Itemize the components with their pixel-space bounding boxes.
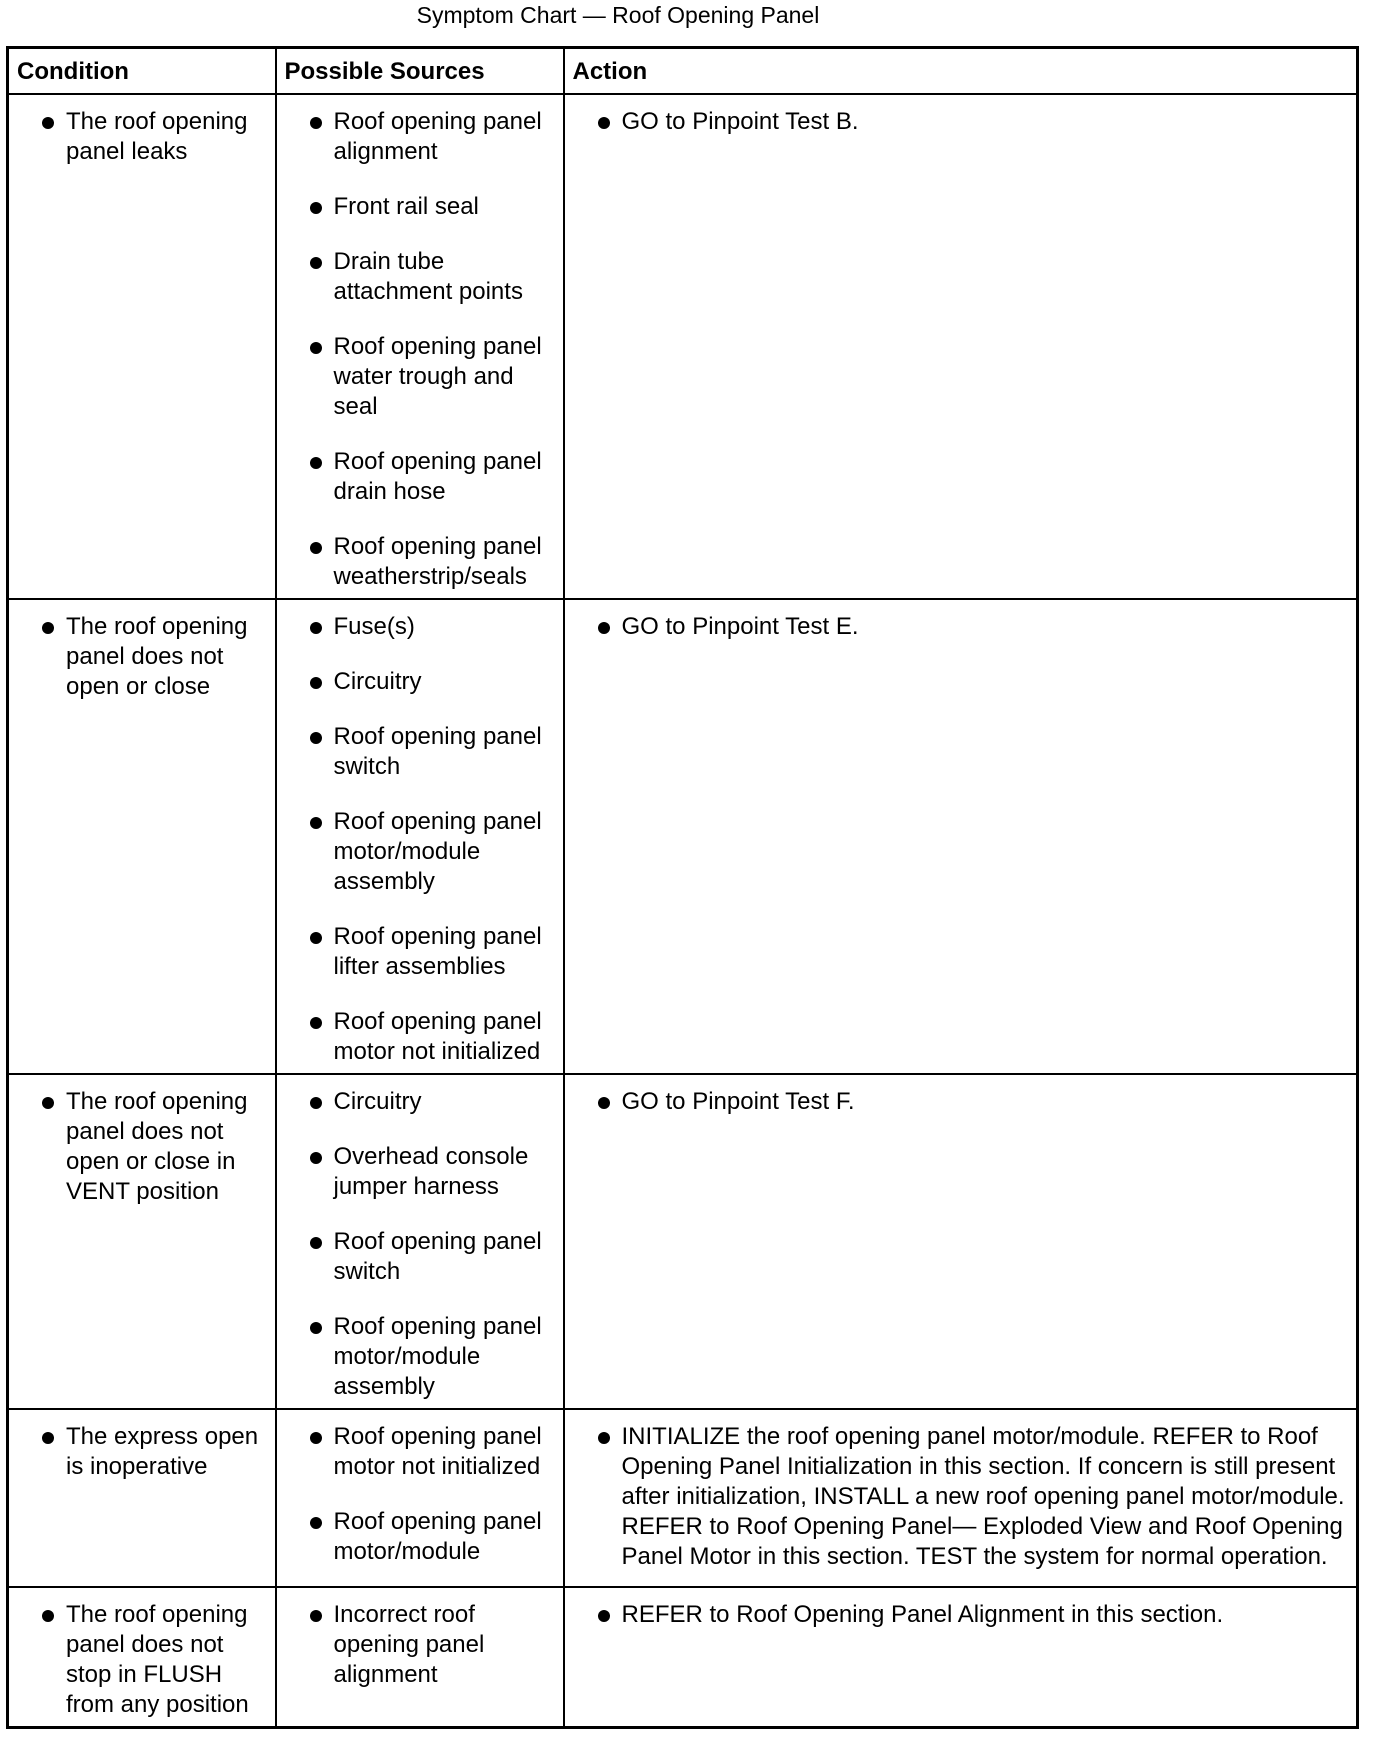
- bullet-list: [17, 1600, 267, 1720]
- sources-cell: [276, 1074, 564, 1409]
- header-row: [8, 48, 1358, 95]
- sources-cell: [276, 94, 564, 599]
- bullet-list: [573, 1600, 1349, 1630]
- source-item: Roof opening panel drain hose: [285, 447, 555, 507]
- source-item: Circuitry: [285, 667, 555, 697]
- source-item: Roof opening panel switch: [285, 1227, 555, 1287]
- action-cell: [564, 599, 1358, 1074]
- sources-cell: [276, 1409, 564, 1587]
- table-row: [8, 94, 1358, 599]
- condition-cell: [8, 94, 276, 599]
- sources-cell: [276, 599, 564, 1074]
- condition-item: The roof opening panel does not open or close: [17, 612, 267, 702]
- condition-item: The roof opening panel does not stop in FLUSH from any position: [17, 1600, 267, 1720]
- bullet-list: [17, 1422, 267, 1482]
- action-cell: [564, 1074, 1358, 1409]
- source-item: Roof opening panel motor/module assembly: [285, 1312, 555, 1402]
- bullet-list: [285, 1600, 555, 1690]
- source-item: Roof opening panel alignment: [285, 107, 555, 167]
- condition-cell: [8, 1074, 276, 1409]
- page-title: Symptom Chart — Roof Opening Panel: [416, 2, 820, 28]
- source-item: Roof opening panel motor not initialized: [285, 1007, 555, 1067]
- source-item: Front rail seal: [285, 192, 555, 222]
- source-item: Roof opening panel motor not initialized: [285, 1422, 555, 1482]
- action-cell: [564, 1409, 1358, 1587]
- condition-cell: [8, 1409, 276, 1587]
- bullet-list: [17, 612, 267, 702]
- source-item: Roof opening panel switch: [285, 722, 555, 782]
- bullet-list: [573, 107, 1349, 137]
- source-item: Roof opening panel motor/module: [285, 1507, 555, 1567]
- bullet-list: [285, 1087, 555, 1402]
- condition-cell: [8, 599, 276, 1074]
- bullet-list: [573, 1422, 1349, 1572]
- action-item: GO to Pinpoint Test F.: [573, 1087, 1349, 1117]
- action-item: REFER to Roof Opening Panel Alignment in this section.: [573, 1600, 1349, 1630]
- condition-item: The roof opening panel leaks: [17, 107, 267, 167]
- source-item: Roof opening panel weatherstrip/seals: [285, 532, 555, 592]
- bullet-list: [573, 612, 1349, 642]
- source-item: Incorrect roof opening panel alignment: [285, 1600, 555, 1690]
- bullet-list: [17, 107, 267, 167]
- sources-cell: [276, 1587, 564, 1728]
- action-item: GO to Pinpoint Test B.: [573, 107, 1349, 137]
- symptom-table: [6, 46, 1359, 1729]
- source-item: Drain tube attachment points: [285, 247, 555, 307]
- source-item: Roof opening panel motor/module assembly: [285, 807, 555, 897]
- condition-item: The express open is inoperative: [17, 1422, 267, 1482]
- table-body: [8, 94, 1358, 1728]
- source-item: Fuse(s): [285, 612, 555, 642]
- condition-item: The roof opening panel does not open or close in VENT position: [17, 1087, 267, 1207]
- action-item: GO to Pinpoint Test E.: [573, 612, 1349, 642]
- action-cell: [564, 1587, 1358, 1728]
- table-row: [8, 1409, 1358, 1587]
- header-possible-sources: Possible Sources: [276, 48, 564, 95]
- header-action: Action: [564, 48, 1358, 95]
- source-item: Circuitry: [285, 1087, 555, 1117]
- header-condition: Condition: [8, 48, 276, 95]
- source-item: Roof opening panel water trough and seal: [285, 332, 555, 422]
- bullet-list: [285, 1422, 555, 1567]
- action-cell: [564, 94, 1358, 599]
- table-row: [8, 599, 1358, 1074]
- source-item: Roof opening panel lifter assemblies: [285, 922, 555, 982]
- condition-cell: [8, 1587, 276, 1728]
- table-row: [8, 1074, 1358, 1409]
- bullet-list: [285, 612, 555, 1067]
- bullet-list: [573, 1087, 1349, 1117]
- source-item: Overhead console jumper harness: [285, 1142, 555, 1202]
- bullet-list: [285, 107, 555, 592]
- table-row: [8, 1587, 1358, 1728]
- action-item: INITIALIZE the roof opening panel motor/module. REFER to Roof Opening Panel Initialization in this section. If concern is still present after initialization, INSTALL a new roof opening panel motor/module. REFER to Roof Opening Panel— Exploded View and Roof Opening Panel Motor in this section. TEST the system for normal operation.: [573, 1422, 1349, 1572]
- bullet-list: [17, 1087, 267, 1207]
